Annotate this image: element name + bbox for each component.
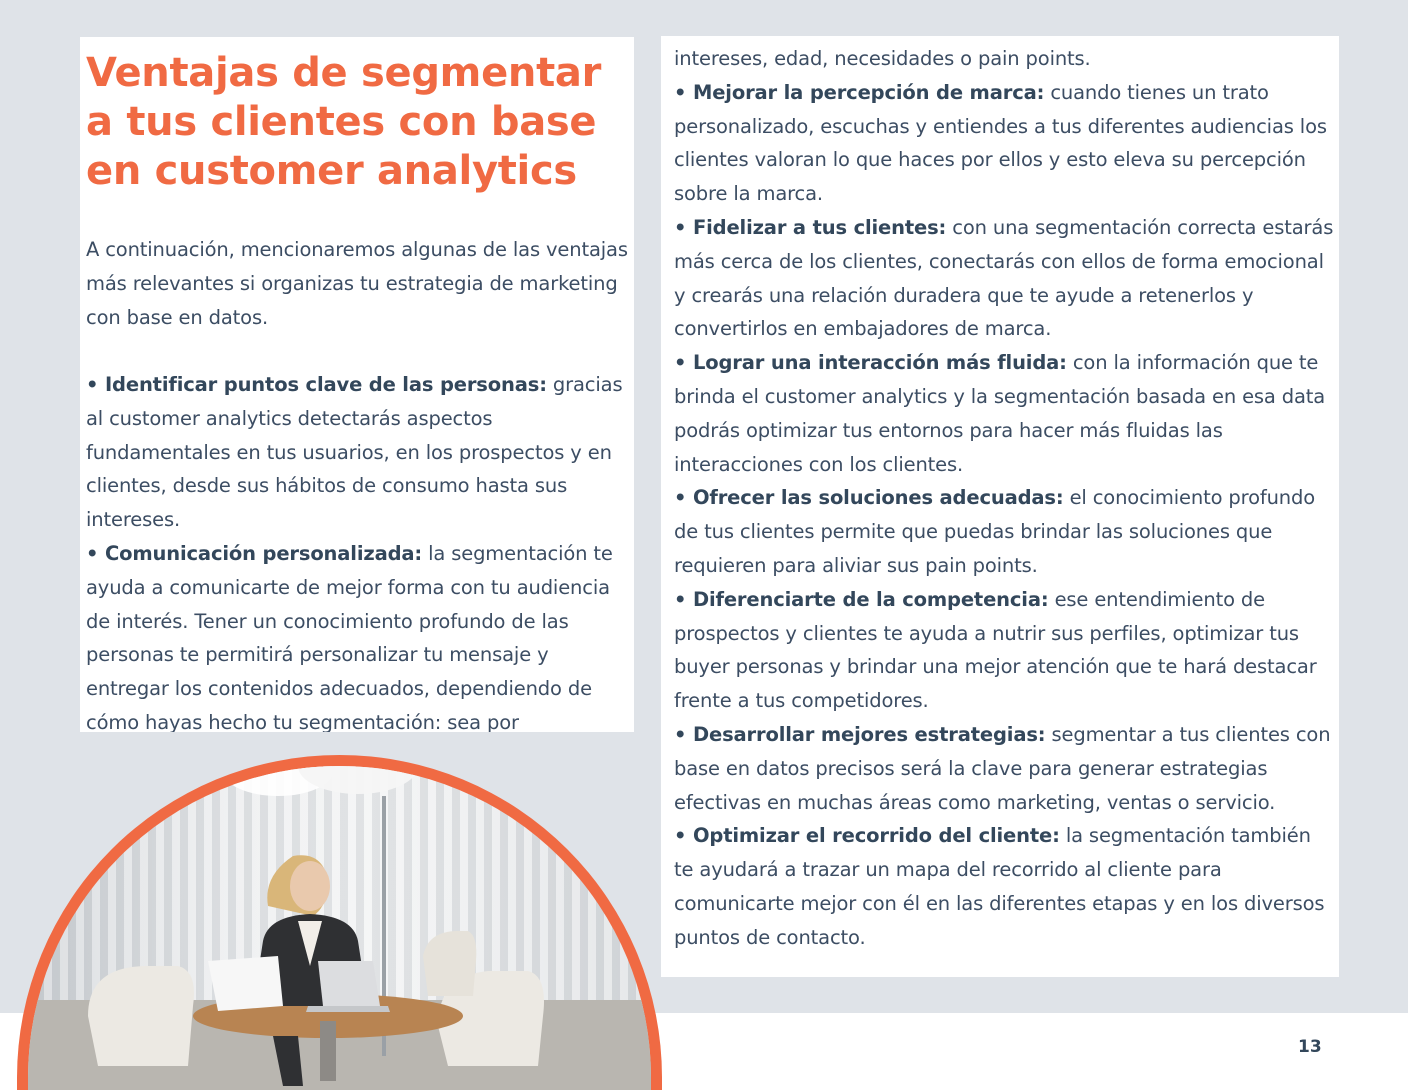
bullet-title: • Desarrollar mejores estrategias: bbox=[674, 722, 1046, 746]
paper-document bbox=[208, 956, 283, 1011]
bullet-item bbox=[674, 211, 1334, 346]
bullet-item bbox=[674, 583, 1334, 718]
bullet-text: la segmentación también te ayudará a trazar un mapa del recorrido al cliente para comunicarte mejor con él en las diferentes etapas y en los diversos puntos de contacto. bbox=[674, 824, 1325, 949]
bullet-text: con una segmentación correcta estarás más cerca de los clientes, conectarás con ellos de forma emocional y crearás una relación duradera que te ayude a retenerlos y convertirlos en embajadores de marca. bbox=[674, 215, 1334, 341]
bullet-text: el conocimiento profundo de tus clientes permite que puedas brindar las soluciones que requieren para aliviar sus pain points. bbox=[674, 486, 1315, 577]
chair-left bbox=[88, 966, 194, 1066]
bullet-text: cuando tienes un trato personalizado, escuchas y entiendes a tus diferentes audiencias los clientes valoran lo que haces por ellos y esto eleva su percepción sobre la marca. bbox=[674, 80, 1327, 206]
right-text-panel bbox=[661, 36, 1339, 977]
bullet-item bbox=[674, 481, 1334, 582]
table-leg bbox=[320, 1021, 336, 1081]
page-title: Ventajas de segmentar a tus clientes con base en customer analytics bbox=[86, 50, 602, 194]
bullet-text: segmentar a tus clientes con base en datos precisos será la clave para generar estrategias efectivas en muchas áreas como marketing, ventas o servicio. bbox=[674, 722, 1331, 814]
intro-paragraph: A continuación, mencionaremos algunas de las ventajas más relevantes si organizas tu estrategia de marketing con base en datos. bbox=[86, 238, 628, 329]
left-text-panel bbox=[80, 37, 634, 732]
bullet-text: ese entendimiento de prospectos y clientes te ayuda a nutrir sus perfiles, optimizar tus buyer personas y brindar una mejor atención que te hará destacar frente a tus competidores. bbox=[674, 587, 1317, 713]
laptop-screen bbox=[318, 961, 380, 1006]
bullet-title: • Ofrecer las soluciones adecuadas: bbox=[674, 486, 1064, 510]
bullet-item bbox=[674, 819, 1334, 954]
bullet-title: • Optimizar el recorrido del cliente: bbox=[674, 824, 1060, 848]
bullet-title: • Identificar puntos clave de las personas: bbox=[86, 373, 547, 396]
chair-back bbox=[423, 931, 476, 996]
person-legs bbox=[273, 1036, 303, 1086]
lamp-shade bbox=[298, 766, 418, 794]
bullet-item bbox=[674, 76, 1334, 211]
bullet-title: • Diferenciarte de la competencia: bbox=[674, 587, 1049, 611]
person-face bbox=[290, 861, 330, 911]
bullet-title: • Mejorar la percepción de marca: bbox=[674, 80, 1045, 104]
bullet-text: la segmentación te ayuda a comunicarte de mejor forma con tu audiencia de interés. Tener un conocimiento profundo de las personas te permitirá personalizar tu mensaje y entregar los contenidos adecuados, dependiendo de cómo hayas hecho tu segmentación: sea por bbox=[86, 541, 613, 732]
bullet-text: con la información que te brinda el customer analytics y la segmentación basada en esa data podrás optimizar tus entornos para hacer más fluidas las interacciones con los clientes. bbox=[674, 351, 1326, 476]
bullet-item bbox=[86, 368, 634, 537]
continuation-text: intereses, edad, necesidades o pain points. bbox=[674, 47, 1091, 70]
bullet-item bbox=[86, 537, 634, 732]
bullet-item bbox=[674, 718, 1334, 819]
page-number: 13 bbox=[1298, 1037, 1322, 1057]
right-bullet-list bbox=[674, 42, 1334, 955]
bullet-title: • Fidelizar a tus clientes: bbox=[674, 215, 947, 239]
bullet-item bbox=[674, 346, 1334, 481]
bullet-title: • Lograr una interacción más fluida: bbox=[674, 351, 1067, 375]
left-bullet-list bbox=[86, 368, 634, 732]
bullet-text: gracias al customer analytics detectarás aspectos fundamentales en tus usuarios, en los prospectos y en clientes, desde sus hábitos de consumo hasta sus intereses. bbox=[86, 373, 623, 532]
bullet-title: • Comunicación personalizada: bbox=[86, 541, 423, 565]
photo-arch bbox=[17, 755, 662, 1090]
office-photo-illustration bbox=[28, 766, 651, 1090]
laptop-base bbox=[306, 1006, 390, 1012]
